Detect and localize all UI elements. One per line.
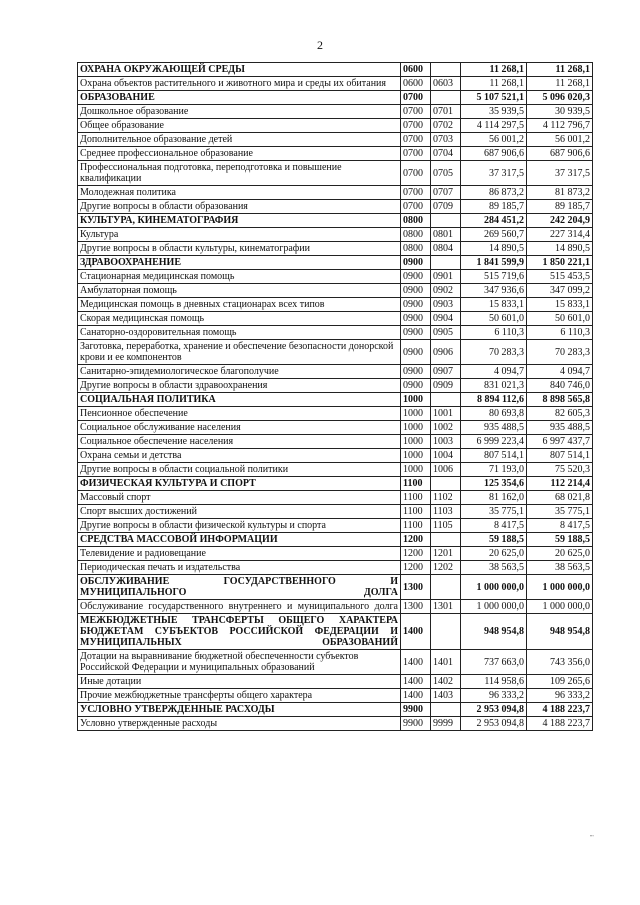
row-name: Скорая медицинская помощь [78,312,401,326]
section-row [78,256,593,270]
table-row [78,505,593,519]
row-amount-year-2: 89 185,7 [527,200,593,214]
row-amount-year-1: 11 268,1 [461,63,527,77]
row-name: Культура [78,228,401,242]
row-amount-year-2: 30 939,5 [527,105,593,119]
row-amount-year-2: 59 188,5 [527,533,593,547]
row-subsection-code: 0702 [431,119,461,133]
table-row [78,491,593,505]
row-subsection-code: 1102 [431,491,461,505]
row-name: Профессиональная подготовка, переподготовка и повышение квалификации [78,161,401,186]
row-subsection-code: 0902 [431,284,461,298]
table-row [78,365,593,379]
row-amount-year-1: 59 188,5 [461,533,527,547]
row-section-code: 1000 [401,421,431,435]
row-amount-year-1: 5 107 521,1 [461,91,527,105]
row-amount-year-2: 4 188 223,7 [527,703,593,717]
row-name: КУЛЬТУРА, КИНЕМАТОГРАФИЯ [78,214,401,228]
table-row [78,689,593,703]
row-amount-year-2: 743 356,0 [527,650,593,675]
row-amount-year-2: 8 417,5 [527,519,593,533]
row-section-code: 1400 [401,675,431,689]
row-name: Амбулаторная помощь [78,284,401,298]
table-row [78,449,593,463]
row-section-code: 1400 [401,650,431,675]
row-amount-year-2: 109 265,6 [527,675,593,689]
row-name: Спорт высших достижений [78,505,401,519]
row-amount-year-2: 11 268,1 [527,77,593,91]
row-amount-year-1: 948 954,8 [461,614,527,650]
row-subsection-code [431,63,461,77]
row-name: Периодическая печать и издательства [78,561,401,575]
table-row [78,298,593,312]
row-subsection-code: 1105 [431,519,461,533]
row-amount-year-2: 840 746,0 [527,379,593,393]
row-section-code: 1200 [401,561,431,575]
row-section-code: 0600 [401,77,431,91]
row-subsection-code: 1006 [431,463,461,477]
row-section-code: 1400 [401,689,431,703]
table-row [78,600,593,614]
section-row [78,614,593,650]
row-amount-year-1: 6 999 223,4 [461,435,527,449]
row-name: Стационарная медицинская помощь [78,270,401,284]
row-amount-year-1: 81 162,0 [461,491,527,505]
row-amount-year-2: 1 850 221,1 [527,256,593,270]
row-name: Общее образование [78,119,401,133]
row-name: ОХРАНА ОКРУЖАЮЩЕЙ СРЕДЫ [78,63,401,77]
row-amount-year-2: 948 954,8 [527,614,593,650]
row-subsection-code: 0707 [431,186,461,200]
row-subsection-code: 1403 [431,689,461,703]
row-amount-year-1: 14 890,5 [461,242,527,256]
row-section-code: 0700 [401,200,431,214]
row-amount-year-2: 96 333,2 [527,689,593,703]
row-amount-year-1: 4 094,7 [461,365,527,379]
section-row [78,477,593,491]
row-section-code: 0900 [401,298,431,312]
row-subsection-code: 1004 [431,449,461,463]
row-amount-year-1: 347 936,6 [461,284,527,298]
row-subsection-code: 1103 [431,505,461,519]
row-amount-year-1: 80 693,8 [461,407,527,421]
row-amount-year-1: 38 563,5 [461,561,527,575]
row-amount-year-2: 38 563,5 [527,561,593,575]
row-subsection-code: 0703 [431,133,461,147]
section-row [78,575,593,600]
row-subsection-code: 1201 [431,547,461,561]
table-row [78,312,593,326]
row-name: Другие вопросы в области физической культуры и спорта [78,519,401,533]
row-section-code: 0900 [401,340,431,365]
row-subsection-code: 1202 [431,561,461,575]
row-amount-year-1: 737 663,0 [461,650,527,675]
row-amount-year-2: 82 605,3 [527,407,593,421]
row-name: ФИЗИЧЕСКАЯ КУЛЬТУРА И СПОРТ [78,477,401,491]
row-name: Обслуживание государственного внутреннего и муниципального долга [78,600,401,614]
row-section-code: 1400 [401,614,431,650]
row-amount-year-1: 687 906,6 [461,147,527,161]
row-name: Санаторно-оздоровительная помощь [78,326,401,340]
table-row [78,561,593,575]
row-subsection-code: 0709 [431,200,461,214]
row-amount-year-1: 269 560,7 [461,228,527,242]
row-amount-year-2: 56 001,2 [527,133,593,147]
row-name: Охрана семьи и детства [78,449,401,463]
row-amount-year-2: 687 906,6 [527,147,593,161]
row-name: Иные дотации [78,675,401,689]
row-amount-year-1: 807 514,1 [461,449,527,463]
row-amount-year-2: 50 601,0 [527,312,593,326]
row-subsection-code: 0704 [431,147,461,161]
row-amount-year-1: 89 185,7 [461,200,527,214]
row-amount-year-2: 227 314,4 [527,228,593,242]
row-amount-year-1: 11 268,1 [461,77,527,91]
row-amount-year-1: 935 488,5 [461,421,527,435]
row-amount-year-2: 1 000 000,0 [527,600,593,614]
table-row [78,326,593,340]
row-subsection-code: 0701 [431,105,461,119]
row-name: Прочие межбюджетные трансферты общего характера [78,689,401,703]
row-section-code: 1000 [401,393,431,407]
row-amount-year-2: 68 021,8 [527,491,593,505]
row-subsection-code: 1402 [431,675,461,689]
row-amount-year-2: 14 890,5 [527,242,593,256]
row-name: МЕЖБЮДЖЕТНЫЕ ТРАНСФЕРТЫ ОБЩЕГО ХАРАКТЕРА БЮДЖЕТАМ СУБЪЕКТОВ РОССИЙСКОЙ ФЕДЕРАЦИИ И МУНИЦИПАЛЬНЫХ ОБРАЗОВАНИЙ [78,614,401,650]
row-name: Другие вопросы в области социальной политики [78,463,401,477]
row-name: Заготовка, переработка, хранение и обеспечение безопасности донорской крови и ее компонентов [78,340,401,365]
row-subsection-code: 0909 [431,379,461,393]
row-section-code: 0700 [401,186,431,200]
section-row [78,214,593,228]
table-row [78,407,593,421]
row-amount-year-2: 347 099,2 [527,284,593,298]
row-section-code: 0900 [401,365,431,379]
row-amount-year-2: 11 268,1 [527,63,593,77]
row-section-code: 0700 [401,147,431,161]
budget-table-body [78,63,593,731]
row-amount-year-1: 70 283,3 [461,340,527,365]
row-name: Молодежная политика [78,186,401,200]
row-amount-year-2: 112 214,4 [527,477,593,491]
row-amount-year-2: 4 112 796,7 [527,119,593,133]
row-amount-year-1: 50 601,0 [461,312,527,326]
table-row [78,519,593,533]
row-section-code: 0700 [401,161,431,186]
row-name: Социальное обслуживание населения [78,421,401,435]
row-name: Телевидение и радиовещание [78,547,401,561]
section-row [78,533,593,547]
table-row [78,161,593,186]
table-row [78,379,593,393]
row-amount-year-1: 515 719,6 [461,270,527,284]
row-name: ОБСЛУЖИВАНИЕ ГОСУДАРСТВЕННОГО И МУНИЦИПАЛЬНОГО ДОЛГА [78,575,401,600]
row-amount-year-1: 56 001,2 [461,133,527,147]
row-amount-year-1: 284 451,2 [461,214,527,228]
row-section-code: 1100 [401,491,431,505]
row-amount-year-1: 96 333,2 [461,689,527,703]
row-section-code: 0700 [401,133,431,147]
row-section-code: 0900 [401,379,431,393]
budget-table [77,62,593,731]
row-amount-year-2: 6 110,3 [527,326,593,340]
row-subsection-code: 0901 [431,270,461,284]
row-subsection-code: 0904 [431,312,461,326]
row-amount-year-2: 20 625,0 [527,547,593,561]
row-name: ОБРАЗОВАНИЕ [78,91,401,105]
page-mark: "' [590,835,594,841]
row-amount-year-1: 71 193,0 [461,463,527,477]
row-section-code: 1100 [401,519,431,533]
table-row [78,717,593,731]
row-amount-year-1: 4 114 297,5 [461,119,527,133]
row-subsection-code: 1301 [431,600,461,614]
row-name: СОЦИАЛЬНАЯ ПОЛИТИКА [78,393,401,407]
row-section-code: 0800 [401,242,431,256]
row-subsection-code: 1003 [431,435,461,449]
row-subsection-code: 0903 [431,298,461,312]
row-name: Санитарно-эпидемиологическое благополучие [78,365,401,379]
row-amount-year-2: 35 775,1 [527,505,593,519]
table-row [78,105,593,119]
table-row [78,228,593,242]
row-section-code: 0900 [401,284,431,298]
row-name: Другие вопросы в области культуры, кинематографии [78,242,401,256]
row-amount-year-1: 86 873,2 [461,186,527,200]
row-section-code: 1200 [401,547,431,561]
row-section-code: 0900 [401,256,431,270]
row-amount-year-2: 5 096 020,3 [527,91,593,105]
page-number: 2 [317,38,323,52]
row-subsection-code [431,614,461,650]
row-amount-year-2: 37 317,5 [527,161,593,186]
row-subsection-code [431,393,461,407]
table-row [78,77,593,91]
table-row [78,270,593,284]
table-row [78,435,593,449]
row-section-code: 1000 [401,463,431,477]
row-amount-year-2: 70 283,3 [527,340,593,365]
row-section-code: 0700 [401,105,431,119]
row-amount-year-2: 15 833,1 [527,298,593,312]
row-amount-year-1: 8 417,5 [461,519,527,533]
row-name: ЗДРАВООХРАНЕНИЕ [78,256,401,270]
row-subsection-code: 0906 [431,340,461,365]
row-amount-year-1: 2 953 094,8 [461,703,527,717]
row-name: Условно утвержденные расходы [78,717,401,731]
row-section-code: 0800 [401,228,431,242]
row-amount-year-1: 125 354,6 [461,477,527,491]
row-section-code: 0900 [401,326,431,340]
row-section-code: 1100 [401,477,431,491]
row-subsection-code [431,214,461,228]
row-name: Охрана объектов растительного и животного мира и среды их обитания [78,77,401,91]
table-row [78,200,593,214]
row-subsection-code [431,256,461,270]
row-name: Пенсионное обеспечение [78,407,401,421]
row-subsection-code: 9999 [431,717,461,731]
row-section-code: 0700 [401,91,431,105]
row-amount-year-2: 75 520,3 [527,463,593,477]
row-amount-year-1: 2 953 094,8 [461,717,527,731]
row-amount-year-1: 37 317,5 [461,161,527,186]
row-amount-year-2: 8 898 565,8 [527,393,593,407]
table-row [78,186,593,200]
row-amount-year-1: 1 000 000,0 [461,600,527,614]
row-section-code: 1100 [401,505,431,519]
row-amount-year-1: 35 775,1 [461,505,527,519]
row-amount-year-1: 20 625,0 [461,547,527,561]
row-amount-year-2: 6 997 437,7 [527,435,593,449]
table-row [78,547,593,561]
row-subsection-code: 0705 [431,161,461,186]
row-section-code: 0800 [401,214,431,228]
section-row [78,703,593,717]
row-amount-year-1: 6 110,3 [461,326,527,340]
row-amount-year-1: 114 958,6 [461,675,527,689]
table-row [78,242,593,256]
row-name: Дошкольное образование [78,105,401,119]
table-row [78,421,593,435]
section-row [78,393,593,407]
row-subsection-code: 0801 [431,228,461,242]
row-name: Среднее профессиональное образование [78,147,401,161]
row-name: Медицинская помощь в дневных стационарах всех типов [78,298,401,312]
row-section-code: 1000 [401,435,431,449]
row-amount-year-2: 4 188 223,7 [527,717,593,731]
row-section-code: 9900 [401,703,431,717]
row-section-code: 0900 [401,270,431,284]
row-amount-year-2: 242 204,9 [527,214,593,228]
table-row [78,119,593,133]
row-subsection-code: 1001 [431,407,461,421]
row-subsection-code: 0603 [431,77,461,91]
row-amount-year-1: 15 833,1 [461,298,527,312]
row-amount-year-1: 8 894 112,6 [461,393,527,407]
row-amount-year-1: 831 021,3 [461,379,527,393]
row-amount-year-2: 4 094,7 [527,365,593,379]
row-amount-year-2: 935 488,5 [527,421,593,435]
row-name: Массовый спорт [78,491,401,505]
row-amount-year-1: 1 841 599,9 [461,256,527,270]
row-name: УСЛОВНО УТВЕРЖДЕННЫЕ РАСХОДЫ [78,703,401,717]
row-subsection-code: 0905 [431,326,461,340]
row-subsection-code: 1002 [431,421,461,435]
table-row [78,133,593,147]
row-name: Дотации на выравнивание бюджетной обеспеченности субъектов Российской Федерации и муниципальных образований [78,650,401,675]
row-amount-year-2: 807 514,1 [527,449,593,463]
row-amount-year-2: 1 000 000,0 [527,575,593,600]
row-name: СРЕДСТВА МАССОВОЙ ИНФОРМАЦИИ [78,533,401,547]
table-row [78,147,593,161]
row-subsection-code: 0804 [431,242,461,256]
row-name: Другие вопросы в области здравоохранения [78,379,401,393]
table-row [78,284,593,298]
table-row [78,340,593,365]
row-amount-year-2: 81 873,2 [527,186,593,200]
section-row [78,63,593,77]
row-subsection-code: 0907 [431,365,461,379]
row-subsection-code: 1401 [431,650,461,675]
table-row [78,463,593,477]
row-subsection-code [431,91,461,105]
row-section-code: 1300 [401,600,431,614]
row-subsection-code [431,533,461,547]
table-row [78,675,593,689]
section-row [78,91,593,105]
row-name: Другие вопросы в области образования [78,200,401,214]
row-section-code: 0900 [401,312,431,326]
row-subsection-code [431,703,461,717]
row-section-code: 0700 [401,119,431,133]
row-subsection-code [431,477,461,491]
row-section-code: 1000 [401,407,431,421]
row-amount-year-1: 1 000 000,0 [461,575,527,600]
table-row [78,650,593,675]
row-section-code: 1300 [401,575,431,600]
row-name: Социальное обеспечение населения [78,435,401,449]
row-amount-year-1: 35 939,5 [461,105,527,119]
row-subsection-code [431,575,461,600]
row-section-code: 0600 [401,63,431,77]
row-amount-year-2: 515 453,5 [527,270,593,284]
row-section-code: 1000 [401,449,431,463]
row-name: Дополнительное образование детей [78,133,401,147]
row-section-code: 1200 [401,533,431,547]
row-section-code: 9900 [401,717,431,731]
